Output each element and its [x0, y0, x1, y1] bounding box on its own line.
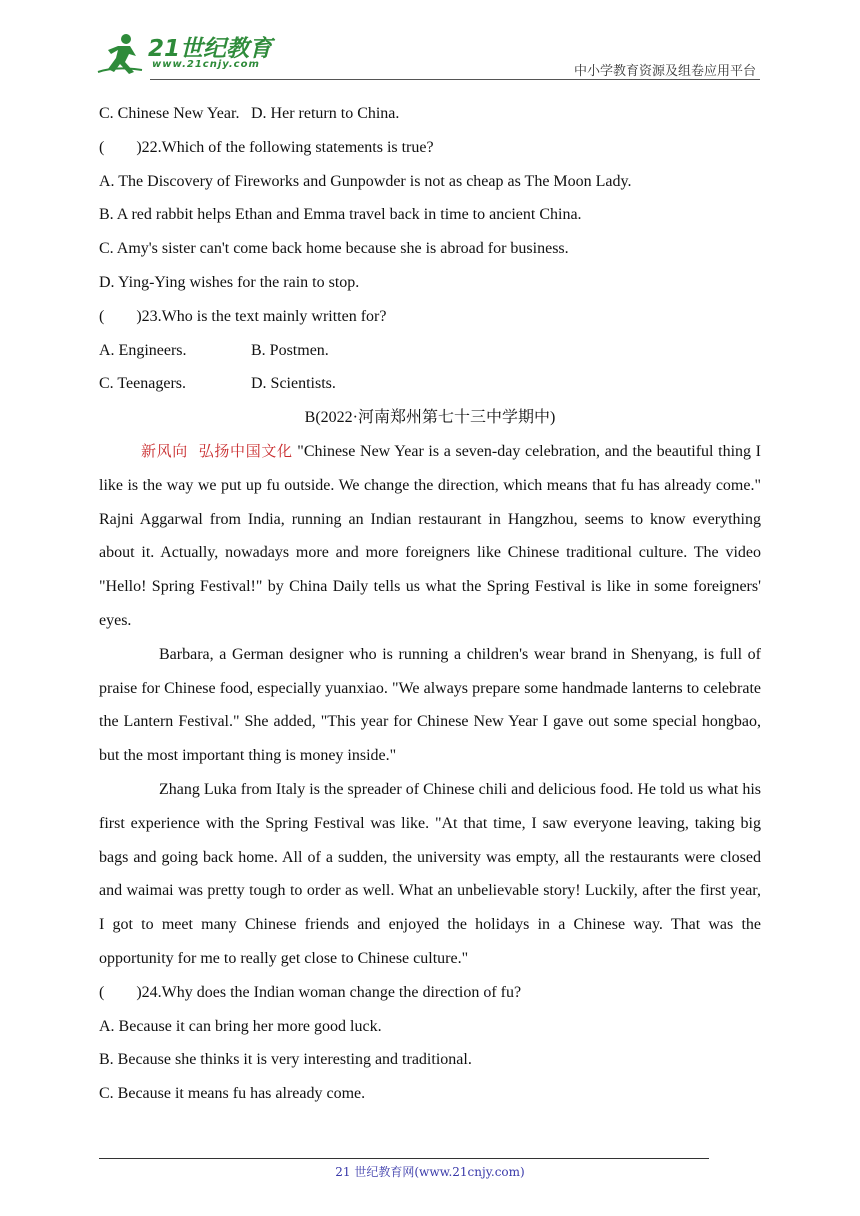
question-22: ( )22.Which of the following statements is true? — [99, 138, 434, 156]
option-row — [99, 334, 761, 368]
logo-name: 21世纪教育 — [148, 36, 273, 62]
passage-paragraph-3: Zhang Luka from Italy is the spreader of Chinese chili and delicious food. He told us what his first experience with the Spring Festival was like. "At that time, I saw everyone leaving, taking big bags and going back home. All of a sudden, the university was empty, all the restaurants were closed and waimai was pretty tough to order as well. What an unbelievable story! Luckily, after the first year, I got to meet many Chinese friends and enjoyed the holidays in a Chinese way. That was the opportunity for me to really get close to Chinese culture." — [99, 780, 761, 967]
q22-option-b: B. A red rabbit helps Ethan and Emma travel back in time to ancient China. — [99, 206, 582, 224]
passage-paragraph-2: Barbara, a German designer who is running a children's wear brand in Shenyang, is full of praise for Chinese food, especially yuanxiao. "We always prepare some handmade lanterns to celebrate the Lantern Festival." She added, "This year for Chinese New Year I gave out some special hongbao, but the most important thing is money inside." — [99, 645, 761, 765]
option-d: D. Her return to China. — [251, 105, 400, 122]
footer-link[interactable]: 21 世纪教育网(www.21cnjy.com) — [335, 1165, 525, 1179]
topic-tag: 新风向 弘扬中国文化 — [141, 441, 293, 460]
option-c: C. Chinese New Year. — [99, 105, 240, 122]
question-23: ( )23.Who is the text mainly written for? — [99, 307, 387, 325]
section-title: B(2022·河南郑州第七十三中学期中) — [304, 409, 556, 427]
q24-option-a: A. Because it can bring her more good luck. — [99, 1017, 382, 1035]
q23-option-b: B. Postmen. — [251, 341, 329, 359]
q22-option-a: A. The Discovery of Fireworks and Gunpowder is not as cheap as The Moon Lady. — [99, 172, 632, 190]
q23-option-c: C. Teenagers. — [99, 375, 186, 393]
page-header — [0, 0, 860, 90]
runner-icon — [96, 32, 152, 78]
passage-paragraph-1 — [99, 435, 761, 638]
option-row — [99, 97, 761, 131]
q22-option-c: C. Amy's sister can't come back home because she is abroad for business. — [99, 240, 569, 258]
header-divider — [150, 79, 760, 80]
question-24: ( )24.Why does the Indian woman change the direction of fu? — [99, 983, 522, 1001]
paragraph-1-text: "Chinese New Year is a seven-day celebration, and the beautiful thing I like is the way we put up fu outside. We change the direction, which means that fu has already come." Rajni Aggarwal from India, running an Indian restaurant in Hangzhou, seems to know everything about it. Actually, nowadays more and more foreigners like Chinese traditional culture. The video "Hello! Spring Festival!" by China Daily tells us what the Spring Festival is like in some foreigners' eyes. — [99, 442, 762, 629]
site-logo[interactable] — [96, 32, 273, 78]
document-body — [99, 97, 761, 1111]
logo-url: www.21cnjy.com — [152, 59, 260, 70]
option-row — [99, 367, 761, 401]
q22-option-d: D. Ying-Ying wishes for the rain to stop. — [99, 273, 360, 291]
q24-option-c: C. Because it means fu has already come. — [99, 1085, 366, 1103]
header-platform-text: 中小学教育资源及组卷应用平台 — [573, 64, 756, 79]
q23-option-d: D. Scientists. — [251, 375, 336, 393]
q23-option-a: A. Engineers. — [99, 341, 187, 359]
q24-option-b: B. Because she thinks it is very interesting and traditional. — [99, 1051, 472, 1069]
footer-divider — [99, 1158, 709, 1159]
